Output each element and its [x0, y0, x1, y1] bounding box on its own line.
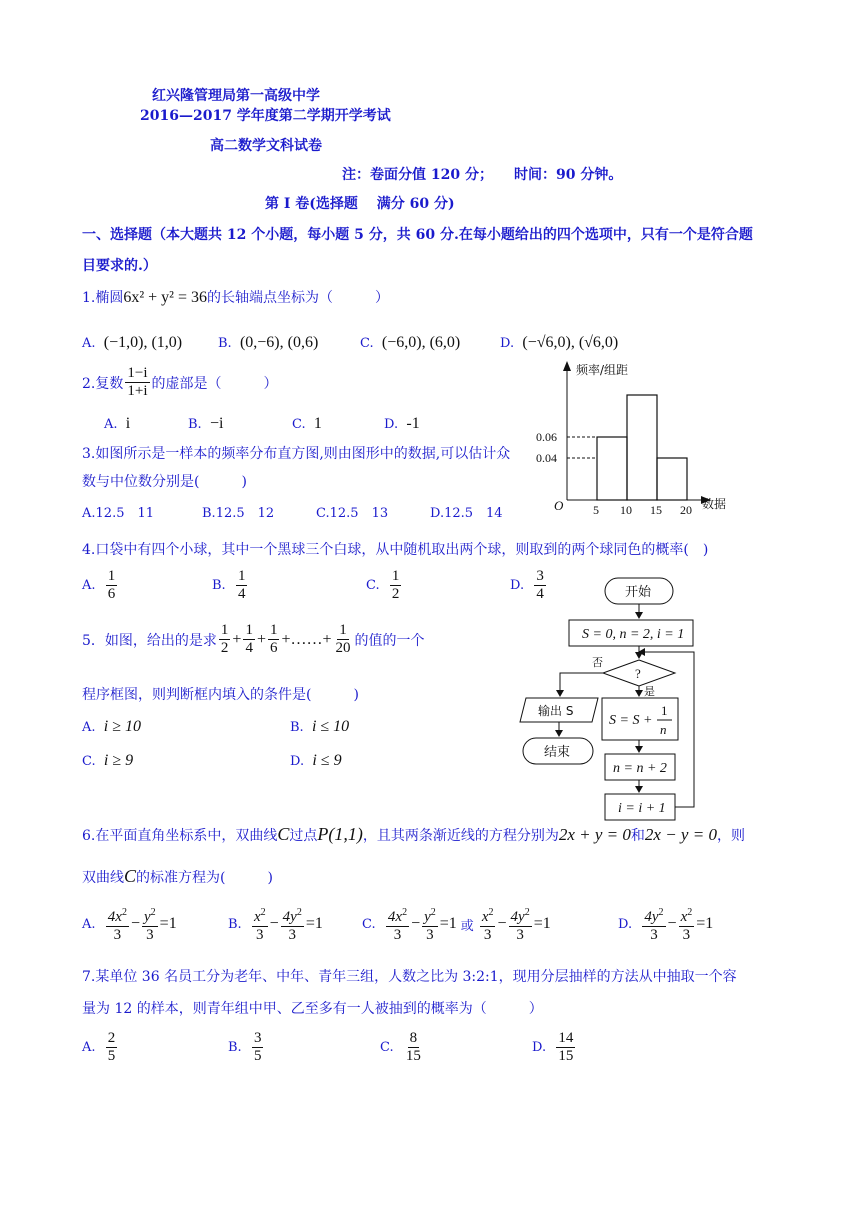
- option-label: B.: [218, 336, 232, 351]
- q6-asymptote-2: 2x − y = 0: [644, 825, 717, 844]
- q6-option-c[interactable]: C. $\frac{4x^2}{3}$ − $\frac{y^2}{3}$ =1 或 $\frac{x^2}{3}$ − $\frac{4y^2}{3}$ =1: [362, 904, 551, 944]
- numerator: 1: [391, 568, 400, 584]
- option-label: A.: [82, 720, 96, 735]
- q6-option-d[interactable]: D. $\frac{4y^2}{3}$ − $\frac{x^2}{3}$ =1: [618, 904, 713, 944]
- option-text: 1: [313, 415, 322, 432]
- numerator: 3: [253, 1030, 262, 1046]
- numerator: 14: [558, 1030, 574, 1046]
- option-label: C.: [292, 417, 306, 432]
- q6-line2-suffix: 的标准方程为( ): [136, 870, 273, 886]
- subject-title: 高二数学文科试卷: [210, 138, 322, 154]
- option-text: -1: [406, 415, 420, 432]
- option-label: A.: [82, 1040, 96, 1055]
- option-text: −i: [209, 415, 224, 432]
- section-instruction-line2: 目要求的.）: [82, 258, 157, 274]
- option-fraction: [106, 568, 118, 603]
- y-axis-arrow: [563, 361, 571, 371]
- q7-option-c[interactable]: [380, 1030, 425, 1065]
- option-text: i: [125, 415, 131, 432]
- option-fraction: [236, 568, 248, 603]
- option-label: C.: [366, 578, 380, 593]
- option-fraction: [390, 568, 402, 603]
- option-label: B.: [202, 506, 216, 521]
- option-label: A.: [82, 336, 96, 351]
- q5-suffix: 的值的一个: [354, 632, 425, 649]
- option-text: 12.5 11: [95, 506, 155, 521]
- output-label: 输出 S: [538, 704, 574, 718]
- option-label: A.: [82, 506, 96, 521]
- q5-option-c[interactable]: [82, 752, 133, 770]
- option-text: 12.5 13: [329, 506, 389, 521]
- q2-option-b[interactable]: [188, 415, 223, 433]
- q6-line2-prefix: 双曲线: [82, 870, 124, 886]
- decision-label: ?: [635, 666, 641, 681]
- q1-option-d[interactable]: [500, 334, 618, 352]
- q5-term-2: $\frac{1}{4}$: [245, 622, 253, 656]
- option-label: D.: [500, 336, 515, 351]
- option-label: B.: [290, 720, 304, 735]
- option-text: i ≥ 10: [103, 718, 142, 735]
- histogram-bar: [657, 458, 687, 500]
- denominator: 6: [269, 640, 278, 656]
- denominator: 15: [558, 1048, 574, 1064]
- q7-option-a[interactable]: [82, 1030, 119, 1065]
- update-n-label: n = n + 2: [613, 761, 667, 776]
- q2-fraction: [125, 365, 149, 400]
- option-label: D.: [290, 754, 305, 769]
- option-text: i ≥ 9: [103, 752, 134, 769]
- q1-option-c[interactable]: [360, 334, 460, 352]
- start-label: 开始: [625, 585, 652, 600]
- denominator: 6: [107, 586, 116, 602]
- q6-option-b[interactable]: B. $\frac{x^2}{3}$ − $\frac{4y^2}{3}$ =1: [228, 904, 323, 944]
- option-text: i ≤ 10: [311, 718, 350, 735]
- q6-and: 和: [630, 828, 645, 844]
- update-i-label: i = i + 1: [618, 801, 666, 816]
- q2-option-c[interactable]: [292, 415, 322, 433]
- question-2: [82, 365, 278, 400]
- numerator: 1: [107, 568, 116, 584]
- y-tick-label: 0.04: [536, 451, 557, 465]
- school-name: 红兴隆管理局第一高级中学: [152, 88, 320, 104]
- option-text: i ≤ 9: [312, 752, 342, 769]
- q7-option-d[interactable]: [532, 1030, 577, 1065]
- section-instruction-line1: 一、选择题（本大题共 12 个小题，每小题 5 分，共 60 分.在每小题给出的四个选项中，只有一个是符合题: [82, 227, 753, 243]
- denominator: 4: [245, 640, 253, 656]
- option-text: (−1,0), (1,0): [103, 334, 183, 351]
- q6-end: ，则: [716, 828, 745, 844]
- histogram-bar: [627, 395, 657, 500]
- x-tick-label: 20: [680, 503, 692, 517]
- question-5: 5．如图，给出的是求 $\frac{1}{2}$ + $\frac{1}{4}$ + $\frac{1}{6}$ + …… + $\frac{1}{20}$ 的值的一个: [82, 622, 425, 656]
- q5-term-1: $\frac{1}{2}$: [220, 622, 229, 656]
- end-label: 结束: [544, 745, 571, 760]
- denominator: 5: [253, 1048, 262, 1064]
- part-title: 第 Ⅰ 卷(选择题 满分 60 分): [265, 196, 455, 212]
- program-flowchart: [512, 572, 712, 832]
- question-3-line2: 数与中位数分别是( ): [82, 474, 247, 490]
- q2-numerator: 1−i: [127, 365, 148, 381]
- q4-option-a[interactable]: [82, 568, 119, 603]
- histogram-bar: [597, 437, 627, 500]
- option-label: D.: [532, 1040, 547, 1055]
- option-text: 12.5 14: [444, 506, 503, 521]
- option-text: (0,−6), (0,6): [239, 334, 319, 351]
- q4-option-c[interactable]: [366, 568, 403, 603]
- q1-option-a[interactable]: [82, 334, 182, 352]
- yes-label: 是: [644, 685, 655, 698]
- option-label: C.: [362, 916, 376, 932]
- question-6: [82, 824, 745, 845]
- question-4: 4.口袋中有四个小球，其中一个黑球三个白球，从中随机取出两个球，则取到的两个球同色的概率( ): [82, 542, 709, 558]
- numerator: 2: [107, 1030, 116, 1046]
- denominator: 2: [220, 640, 229, 656]
- q2-suffix: 的虚部是（ ）: [151, 375, 278, 392]
- init-label: S = 0, n = 2, i = 1: [582, 627, 685, 642]
- q1-option-b[interactable]: [218, 334, 318, 352]
- q7-option-b[interactable]: [228, 1030, 265, 1065]
- option-label: D.: [384, 417, 399, 432]
- option-text: (−6,0), (6,0): [381, 334, 461, 351]
- denominator: 5: [107, 1048, 116, 1064]
- y-tick-label: 0.06: [536, 430, 557, 444]
- question-5-line2: 程序框图，则判断框内填入的条件是( ): [82, 687, 359, 703]
- q6-mid2: ，且其两条渐近线的方程分别为: [362, 828, 559, 844]
- q5-option-a[interactable]: [82, 718, 141, 736]
- question-7-line1: 7.某单位 36 名员工分为老年、中年、青年三组，人数之比为 3:2:1，现用分层抽样的方法从中抽取一个容: [82, 969, 737, 985]
- option-text: 12.5 12: [215, 506, 275, 521]
- option-label: C.: [316, 506, 330, 521]
- question-3-line1: 3.如图所示是一样本的频率分布直方图,则由图形中的数据,可以估计众: [82, 446, 511, 462]
- q6-prefix: 6.在平面直角坐标系中，双曲线: [82, 828, 278, 844]
- update-s-numerator: 1: [661, 703, 668, 718]
- numerator: 3: [536, 568, 544, 584]
- q5-option-d[interactable]: [290, 752, 342, 770]
- q6-mid: 过点: [289, 828, 318, 844]
- q2-prefix: 2.复数: [82, 375, 124, 392]
- no-label: 否: [592, 656, 603, 669]
- question-1: [82, 287, 389, 307]
- update-s-denominator: n: [660, 722, 667, 737]
- question-7-line2: 量为 12 的样本，则青年组中甲、乙至多有一人被抽到的概率为（ ）: [82, 1001, 543, 1017]
- origin-label: O: [554, 498, 564, 513]
- denominator: 20: [335, 640, 351, 656]
- q6-curve-name: C: [277, 824, 290, 844]
- q2-denominator: 1+i: [127, 383, 148, 399]
- q3-option-a[interactable]: [82, 502, 154, 521]
- update-s-label: S = S +: [609, 713, 653, 728]
- option-label: C.: [380, 1040, 394, 1055]
- q5-prefix: 5．如图，给出的是求: [82, 632, 217, 649]
- option-label: C.: [360, 336, 374, 351]
- q5-term-3: $\frac{1}{6}$: [269, 622, 278, 656]
- question-6-line2: [82, 866, 273, 887]
- x-tick-label: 5: [593, 503, 599, 517]
- q6-asymptote-1: 2x + y = 0: [558, 825, 631, 844]
- x-tick-label: 10: [620, 503, 632, 517]
- option-label: A.: [82, 578, 96, 593]
- option-label: B.: [228, 1040, 242, 1055]
- q6-point: P(1,1): [317, 824, 363, 844]
- q6-option-a[interactable]: A. $\frac{4x^2}{3}$ − $\frac{y^2}{3}$ =1: [82, 904, 177, 944]
- y-axis-label: 频率/组距: [576, 363, 629, 377]
- option-label: D.: [510, 578, 525, 593]
- q3-option-d[interactable]: [430, 502, 503, 521]
- x-tick-label: 15: [650, 503, 662, 517]
- option-label: B.: [188, 417, 202, 432]
- denominator: 4: [536, 586, 544, 602]
- q1-prefix: 1.椭圆: [82, 290, 124, 306]
- q3-option-c[interactable]: [316, 502, 388, 521]
- x-axis-label: 数据: [702, 497, 727, 511]
- q4-option-b[interactable]: [212, 568, 249, 603]
- denominator: 2: [391, 586, 400, 602]
- q6-curve-name: C: [124, 866, 137, 886]
- option-label: D.: [430, 506, 445, 521]
- q5-option-b[interactable]: [290, 718, 349, 736]
- option-label: B.: [228, 916, 242, 932]
- q2-option-a[interactable]: [104, 415, 130, 433]
- option-label: C.: [82, 754, 96, 769]
- option-text: (−√6,0), (√6,0): [522, 334, 619, 351]
- q1-suffix: 的长轴端点坐标为（ ）: [207, 290, 389, 306]
- denominator: 15: [405, 1048, 421, 1064]
- numerator: 1: [237, 568, 246, 584]
- frequency-histogram: [530, 355, 740, 520]
- option-label: A.: [104, 417, 118, 432]
- q3-option-b[interactable]: [202, 502, 274, 521]
- q2-option-d[interactable]: [384, 415, 420, 433]
- option-label: D.: [618, 916, 633, 932]
- denominator: 4: [237, 586, 246, 602]
- or-label: 或: [460, 918, 474, 934]
- q1-expression: 6x² + y² = 36: [123, 289, 207, 306]
- option-label: B.: [212, 578, 226, 593]
- option-label: A.: [82, 916, 96, 932]
- q5-term-4: $\frac{1}{20}$: [335, 622, 351, 656]
- exam-title: 2016—2017 学年度第二学期开学考试: [140, 108, 391, 124]
- q5-dots: ……: [290, 630, 323, 648]
- exam-note: 注：卷面分值 120 分； 时间：90 分钟。: [342, 167, 623, 183]
- numerator: 8: [409, 1030, 418, 1046]
- loop-back-line: [639, 652, 694, 807]
